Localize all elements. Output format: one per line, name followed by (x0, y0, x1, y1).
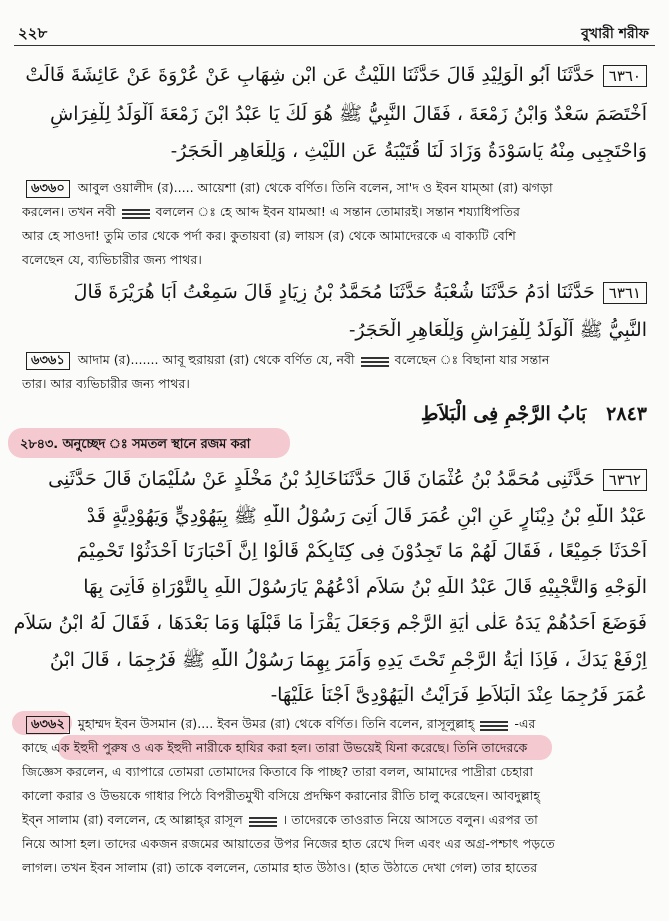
hadith-6362-bn-line-3: জিজ্ঞেস করলেন, এ ব্যাপারে তোমরা তোমাদের কিতাবে কি পাচ্ছ? তারা বলল, আমাদের পাদ্রীরা চেহারা (22, 764, 534, 779)
header-divider (14, 45, 655, 46)
hadith-6360-arabic-line-2: اَخْتَصَمَ سَعْدٌ وَابْنُ زَمْعَةَ ، فَقَالَ النَّبِيُّ ﷺ هُوَ لَكَ يَا عَبْدُ ابْنَ زَمْعَةَ اَلْوَلَدُ لِلْفِرَاشِ (50, 103, 647, 125)
hadith-6360-bn-line-2 (22, 200, 649, 224)
saw-calligraphy-icon (249, 815, 277, 827)
hadith-6360-bn-line-1 (22, 176, 649, 200)
translation-text: করলেন। তখন নবী (22, 204, 116, 219)
page-number: ২২৮ (18, 24, 48, 42)
hadith-6361-bn-line-1 (22, 348, 649, 372)
hadith-6362-arabic-line-2: عَبْدُ اللّٰهِ بْنُ دِيْنَارٍ عَنِ ابْنِ عُمَرَ قَالَ اُتِىَ رَسُوْلُ اللّٰهِ ﷺ بِيَهُوْدِيٍّ وَيَهُوْدِيَّةٍ قَدْ (86, 505, 647, 527)
hadith-6362-arabic-line-4: الْوَجْهِ وَالتَّجْبِيْهِ قَالَ عَبْدُ اللّٰهِ بْنُ سَلاَمٍ اُدْعُهُمْ يَارَسُوْلَ اللّٰهِ بِالتَّوْرَاةِ فَاُتِىَ بِهَا (83, 576, 647, 598)
hadith-6361-arabic-line-2: النَّبِيُّ ﷺ اَلْوَلَدُ لِلْفِرَاشِ وَلِلْعَاهِرِ الْحَجَرُ- (348, 319, 647, 341)
arabic-text: حَدَّثَنَا اَبُو الْوَلِيْدِ قَالَ حَدَّثَنَا اللَّيْثُ عَنِ ابْنِ شِهَابٍ عَنْ عُرْوَةَ عَنْ عَائِشَةَ قَالَتْ (25, 64, 595, 86)
arabic-text: حَدَّثَنَا اٰدَمُ حَدَّثَنَا شُعْبَةُ حَدَّثَنَا مُحَمَّدُ بْنُ زِيَادٍ قَالَ سَمِعْتُ اَبَا هُرَيْرَةَ قَالَ (73, 281, 595, 303)
hadith-6360-bn-line-3: আর হে সাওদা! তুমি তার থেকে পর্দা কর। কুতায়বা (র) লায়স (র) থেকে আমাদেরকে এ বাক্যটি বেশি (22, 228, 516, 243)
hadith-6362-bn-line-1 (22, 712, 649, 736)
hadith-number-box: ٦٣٦٠ (603, 65, 647, 87)
hadith-6360-bn-line-4: বলেছেন যে, ব্যভিচারীর জন্য পাথর। (22, 252, 202, 267)
chapter-heading-arabic (421, 403, 647, 425)
chapter-heading-bengali: ২৮৪৩. অনুচ্ছেদ ঃ সমতল স্থানে রজম করা (20, 437, 251, 452)
translation-text: বললেন ঃ হে আব্দ ইবন যামআ! এ সন্তান তোমারই। সন্তান শয্যাধিপতির (155, 204, 520, 219)
chapter-number: ٢٨٤٣ (606, 403, 647, 425)
saw-calligraphy-icon (361, 355, 389, 367)
translation-text: কাছে (22, 740, 48, 755)
arabic-text: حَدَّثَنِى مُحَمَّدُ بْنُ عُثْمَانَ قَالَ حَدَّثَنَاخَالِدُ بْنُ مَخْلَدٍ عَنْ سُلَيْمَانَ قَالَ حَدَّثَنِى (48, 468, 595, 490)
hadith-6362-arabic-line-7: عُمَرَ فَرُجِمَا عِنْدَ الْبَلاَطِ فَرَاَيْتُ الْيَهُوْدِىَّ اَجْنَأَ عَلَيْهَا- (270, 684, 647, 706)
hadith-6362-bn-line-5 (22, 808, 649, 832)
translation-text: -এর (514, 716, 536, 731)
translation-text: । তাদেরকে তাওরাত নিয়ে আসতে বলুন। এরপর তা (282, 812, 538, 827)
translation-text: ইব্‌ন সালাম (রা) বললেন, হে আল্লাহ্‌র রাসূল (22, 812, 243, 827)
translation-text: তিনি তাদেরকে (453, 740, 528, 755)
hadith-6362-arabic-line-3: اَحْدَثَا جَمِيْعًا ، فَقَالَ لَهُمْ مَا تَجِدُوْنَ فِى كِتَابِكُمْ قَالُوْا اِنَّ اَحْبَارَنَا اَحْدَثُوْا تَحْمِيْمَ (76, 540, 647, 562)
translation-text: বলেছেন ঃ বিছানা যার সন্তান (394, 352, 550, 367)
chapter-title-arabic: بَابُ الرَّجْمِ فِى الْبَلاَطِ (420, 403, 587, 425)
hadith-number-box: ٦٣٦٢ (603, 469, 647, 491)
hadith-6362-arabic-line-1 (48, 468, 647, 491)
hadith-number-box: ٦٣٦١ (603, 282, 647, 304)
book-title: বুখারী শরীফ (581, 26, 649, 42)
hadith-6361-bn-line-2: তার। আর ব্যভিচারীর জন্য পাথর। (22, 376, 190, 391)
translation-text: আদাম (র)....... আবূ হুরায়রা (রা) থেকে বর্ণিত যে, নবী (77, 352, 355, 367)
hadith-6362-arabic-line-6: اِرْفَعْ يَدَكَ ، فَاِذَا اٰيَةُ الرَّجْمِ تَحْتَ يَدِهِ وَاَمَرَ بِهِمَا رَسُوْلُ اللّٰهِ ﷺ فَرُجِمَا ، قَالَ ابْنُ (49, 649, 647, 671)
hadith-6362-bn-line-7: লাগল। তখন ইবন সালাম (রা) তাকে বললেন, তোমার হাত উঠাও। (হাত উঠাতে দেখা গেল) তার হাতের (22, 860, 538, 875)
hadith-number-box: ৬৩৬১ (26, 352, 70, 370)
saw-calligraphy-icon (480, 719, 508, 731)
hadith-6362-bn-line-2 (22, 736, 649, 760)
hadith-6360-arabic-line-3: وَاحْتَجِبِى مِنْهُ يَاسَوْدَةُ وَزَادَ لَنَا قُتَيْبَةُ عَنِ اللَّيْثِ ، وَلِلْعَاهِرِ الْحَجَرُ- (170, 140, 647, 162)
translation-text: আবুল ওয়ালীদ (র)..... আয়েশা (রা) থেকে বর্ণিত। তিনি বলেন, সা'দ ও ইবন যাম্‌আ (রা) ঝগড়া (77, 180, 553, 195)
hadith-number-box: ৬৩৬২ (26, 716, 70, 734)
highlighted-translation-text: এক ইহুদী পুরুষ ও এক ইহুদী নারীকে হাযির করা হল। তারা উভয়েই যিনা করেছে। (51, 740, 450, 755)
hadith-6362-arabic-line-5: فَوَضَعَ اَحَدُهُمْ يَدَهُ عَلٰى اٰيَةِ الرَّجْمِ وَجَعَلَ يَقْرَأُ مَا قَبْلَهَا وَمَا بَعْدَهَا ، فَقَالَ لَهُ ابْنُ سَلاَمٍ (13, 612, 647, 634)
saw-calligraphy-icon (122, 207, 150, 219)
hadith-6360-arabic-line-1 (25, 64, 647, 87)
hadith-6362-bn-line-6: নিয়ে আসা হল। তাদের একজন রজমের আয়াতের উপর নিজের হাত রেখে দিল এবং এর অগ্র-পশ্চাৎ পড়তে (22, 836, 555, 851)
translation-text: মুহাম্মদ ইবন উসমান (র).... ইবন উমর (রা) থেকে বর্ণিত। তিনি বলেন, রাসূলুল্লাহ্ (77, 716, 475, 731)
hadith-6362-bn-line-4: কালো করার ও উভয়কে গাধার পিঠে বিপরীতমুখী বসিয়ে প্রদক্ষিণ করানোর রীতি চালু করেছেন। আবদুল্লাহ্ (22, 788, 541, 803)
hadith-6361-arabic-line-1 (74, 281, 647, 304)
hadith-number-box: ৬৩৬০ (26, 180, 70, 198)
